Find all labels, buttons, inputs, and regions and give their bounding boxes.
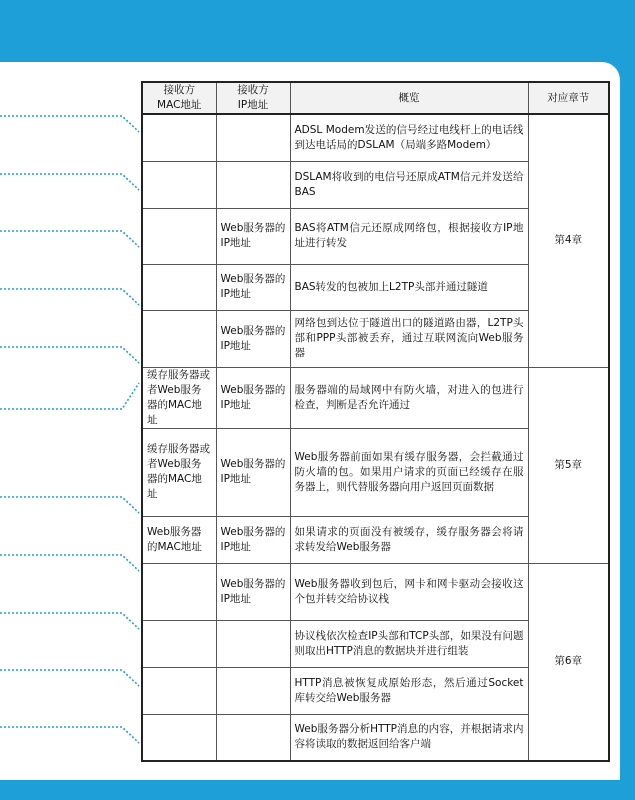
mac-cell [142, 714, 216, 761]
connector-row-8 [0, 555, 139, 571]
overview-cell: Web服务器分析HTTP消息的内容，并根据请求内容将读取的数据返回给客户端 [290, 714, 528, 761]
ip-cell [216, 620, 290, 667]
ip-cell: Web服务器的IP地址 [216, 516, 290, 563]
ip-cell: Web服务器的IP地址 [216, 428, 290, 516]
connector-row-10 [0, 670, 139, 686]
overview-cell: 如果请求的页面没有被缓存，缓存服务器会将请求转发给Web服务器 [290, 516, 528, 563]
mac-cell [142, 208, 216, 264]
chapter-cell: 第4章 [528, 114, 609, 367]
ip-cell: Web服务器的IP地址 [216, 563, 290, 620]
ip-cell [216, 667, 290, 714]
connector-row-7 [0, 497, 139, 513]
mac-cell [142, 563, 216, 620]
overview-cell: 协议栈依次检查IP头部和TCP头部，如果没有问题则取出HTTP消息的数据块并进行组装 [290, 620, 528, 667]
overview-cell: ADSL Modem发送的信号经过电线杆上的电话线到达电话局的DSLAM（局端多路Modem） [290, 114, 528, 161]
chapter-cell: 第5章 [528, 367, 609, 563]
overview-cell: DSLAM将收到的电信号还原成ATM信元并发送给BAS [290, 161, 528, 208]
overview-cell: HTTP消息被恢复成原始形态，然后通过Socket库转交给Web服务器 [290, 667, 528, 714]
ip-cell [216, 161, 290, 208]
ip-cell: Web服务器的IP地址 [216, 208, 290, 264]
mac-cell [142, 114, 216, 161]
connector-row-11 [0, 727, 139, 743]
connector-row-6 [0, 383, 139, 409]
packet-flow-table [141, 81, 610, 762]
mac-cell [142, 161, 216, 208]
connector-row-2 [0, 174, 139, 190]
mac-cell: 缓存服务器或者Web服务器的MAC地址 [142, 428, 216, 516]
chapter-cell: 第6章 [528, 563, 609, 761]
table-header-row [142, 82, 609, 114]
header-mac: 接收方 MAC地址 [142, 82, 216, 114]
ip-cell: Web服务器的IP地址 [216, 367, 290, 428]
header-overview: 概览 [290, 82, 528, 114]
header-chapter: 对应章节 [528, 82, 609, 114]
overview-cell: Web服务器前面如果有缓存服务器，会拦截通过防火墙的包。如果用户请求的页面已经缓存在服务器上，则代替服务器向用户返回页面数据 [290, 428, 528, 516]
connector-row-9 [0, 613, 139, 629]
overview-cell: Web服务器收到包后，网卡和网卡驱动会接收这个包并转交给协议栈 [290, 563, 528, 620]
mac-cell: 缓存服务器或者Web服务器的MAC地址 [142, 367, 216, 428]
overview-cell: BAS将ATM信元还原成网络包，根据接收方IP地址进行转发 [290, 208, 528, 264]
connector-lines [0, 0, 160, 800]
mac-cell [142, 310, 216, 367]
table-row [142, 563, 609, 620]
ip-cell [216, 714, 290, 761]
connector-row-3 [0, 231, 139, 247]
connector-row-4 [0, 289, 139, 305]
mac-cell [142, 667, 216, 714]
overview-cell: 网络包到达位于隧道出口的隧道路由器，L2TP头部和PPP头部被丢弃，通过互联网流向Web服务器 [290, 310, 528, 367]
header-ip: 接收方 IP地址 [216, 82, 290, 114]
mac-cell: Web服务器的MAC地址 [142, 516, 216, 563]
overview-cell: 服务器端的局域网中有防火墙，对进入的包进行检查，判断是否允许通过 [290, 367, 528, 428]
table-row [142, 367, 609, 428]
overview-cell: BAS转发的包被加上L2TP头部并通过隧道 [290, 264, 528, 310]
ip-cell [216, 114, 290, 161]
ip-cell: Web服务器的IP地址 [216, 264, 290, 310]
mac-cell [142, 264, 216, 310]
table-row [142, 114, 609, 161]
connector-row-1 [0, 116, 139, 132]
mac-cell [142, 620, 216, 667]
ip-cell: Web服务器的IP地址 [216, 310, 290, 367]
connector-row-5 [0, 347, 139, 363]
